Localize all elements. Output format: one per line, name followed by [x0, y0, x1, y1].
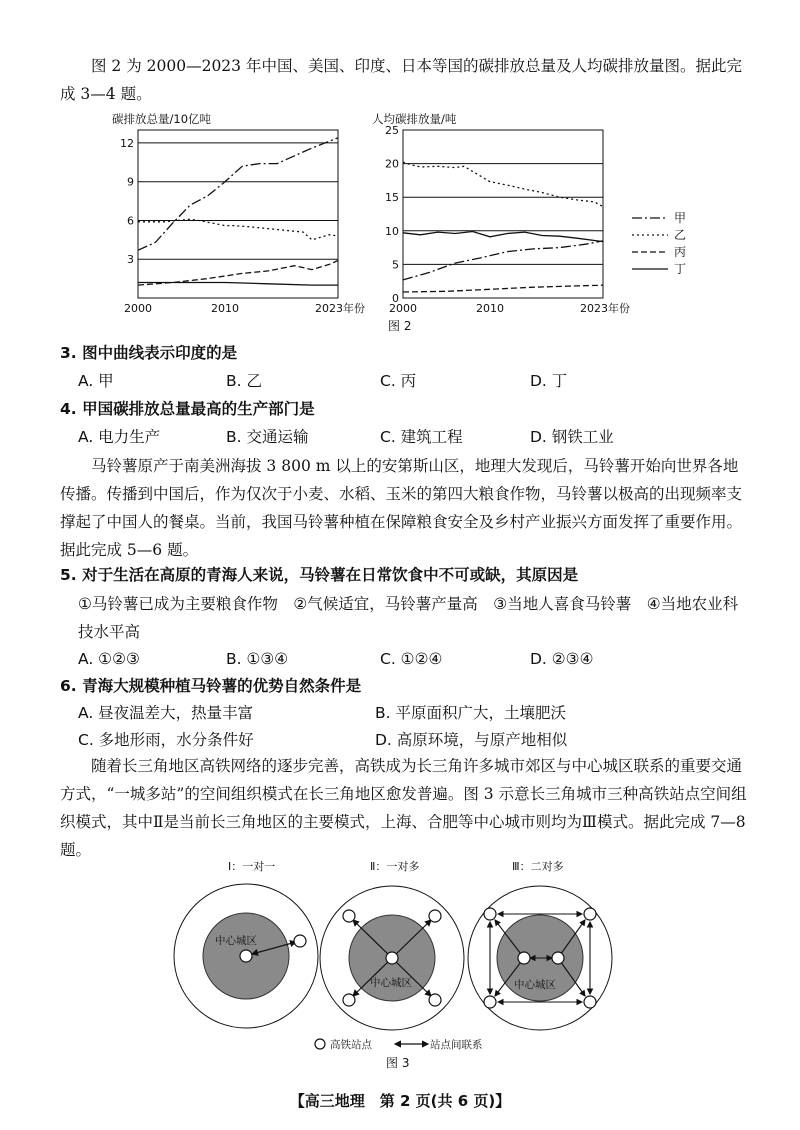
legend-link-label: 站点间联系 — [430, 1039, 483, 1051]
figure-3-caption: 图 3 — [386, 1056, 410, 1070]
chart-total-emissions — [112, 112, 365, 315]
model-2-station-outer — [429, 994, 441, 1006]
model-3-station-outer — [484, 996, 496, 1008]
question-5: 5. 对于生活在高原的青海人来说，马铃薯在日常饮食中不可或缺，其原因是 — [60, 566, 579, 584]
intro-paragraph-2: 马铃薯原产于南美洲海拔 3 800 m 以上的安第斯山区，地理大发现后，马铃薯开始向世界各地传播。传播到中国后，作为仅次于小麦、水稻、玉米的第四大粮食作物，马铃薯以极高的出现频率支撑起了中国人的餐桌。当前，我国马铃薯种植在保障粮食安全及乡村产业振兴方面发挥了重要作用。据此完成 5—6 题。 — [60, 457, 743, 559]
chart-total-series-3 — [138, 261, 338, 286]
model-2-station-outer — [343, 910, 355, 922]
chart-percap-series-1 — [403, 241, 603, 280]
model-3-area-label: 中心城区 — [514, 979, 556, 991]
q3-option-c[interactable]: C. 丙 — [380, 372, 417, 390]
q4-option-b[interactable]: B. 交通运输 — [226, 428, 309, 446]
intro-paragraph-3: 随着长三角地区高铁网络的逐步完善，高铁成为长三角许多城市郊区与中心城区联系的重要交通方式，“一城多站”的空间组织模式在长三角地区愈发普遍。图 3 示意长三角城市三种高铁站点空间组织模式，其中Ⅱ是当前长三角地区的主要模式，上海、合肥等中心城市则均为Ⅲ模式。据此完成 7—8 题。 — [60, 757, 747, 859]
q3-option-b[interactable]: B. 乙 — [226, 372, 262, 390]
chart-percap-frame — [403, 130, 603, 298]
chart-percap-ytick: 25 — [385, 124, 399, 137]
model-3-station-outer — [584, 908, 596, 920]
model-2-station-outer — [343, 994, 355, 1006]
q6-option-c[interactable]: C. 多地形雨，水分条件好 — [78, 731, 254, 749]
intro-paragraph-1: 图 2 为 2000—2023 年中国、美国、印度、日本等国的碳排放总量及人均碳排放量图。据此完成 3—4 题。 — [60, 57, 742, 103]
legend-label-1: 甲 — [674, 211, 687, 225]
model-2-station-center — [386, 952, 398, 964]
model-3-station-center — [518, 952, 530, 964]
chart-per-capita — [372, 112, 630, 315]
chart-total-series-4 — [138, 283, 338, 286]
model-two-to-many — [468, 859, 612, 1030]
chart-percap-xtick: 2010 — [475, 302, 504, 315]
model-1-station-outer — [294, 935, 306, 947]
q6-option-a[interactable]: A. 昼夜温差大，热量丰富 — [78, 704, 254, 722]
q4-option-a[interactable]: A. 电力生产 — [78, 428, 161, 446]
q3-option-a[interactable]: A. 甲 — [78, 372, 114, 390]
model-3-station-outer — [584, 996, 596, 1008]
page-footer: 【高三地理 第 2 页(共 6 页)】 — [289, 1092, 511, 1110]
legend-station-label: 高铁站点 — [330, 1039, 372, 1051]
chart-total-ytick: 9 — [127, 175, 134, 189]
chart-percap-ylabel: 人均碳排放量/吨 — [372, 112, 457, 126]
chart-total-xtick: 2023年份 — [315, 302, 365, 315]
chart-percap-ytick: 10 — [385, 224, 399, 238]
legend-label-3: 丙 — [674, 245, 687, 259]
model-3-station-outer — [484, 908, 496, 920]
model-one-to-one — [174, 859, 318, 1028]
question-4: 4. 甲国碳排放总量最高的生产部门是 — [60, 400, 315, 418]
chart-percap-xtick: 2000 — [389, 302, 417, 315]
chart-total-ytick: 12 — [120, 136, 134, 150]
chart-total-ytick: 6 — [127, 214, 134, 228]
chart-percap-ytick: 20 — [385, 157, 399, 171]
chart-percap-ytick: 0 — [392, 292, 399, 305]
q6-option-b[interactable]: B. 平原面积广大，土壤肥沃 — [375, 704, 566, 722]
figure-3 — [0, 858, 800, 1073]
chart-total-series-2 — [138, 219, 338, 240]
chart-total-ytick: 3 — [127, 253, 134, 267]
model-3-station-center — [552, 952, 564, 964]
question-3: 3. 图中曲线表示印度的是 — [60, 344, 238, 362]
figure-2-caption: 图 2 — [388, 319, 412, 333]
figure-2 — [0, 108, 800, 348]
q4-option-d[interactable]: D. 钢铁工业 — [530, 428, 614, 446]
figure-3-legend — [315, 1038, 483, 1051]
model-2-area-label: 中心城区 — [370, 977, 412, 989]
question-6: 6. 青海大规模种植马铃薯的优势自然条件是 — [60, 677, 362, 695]
q5-option-a[interactable]: A. ①②③ — [78, 650, 140, 668]
q5-statements: ①马铃薯已成为主要粮食作物 ②气候适宜，马铃薯产量高 ③当地人喜食马铃薯 ④当地农业科技水平高 — [78, 595, 739, 641]
chart-total-frame — [138, 130, 338, 298]
chart-total-xtick: 2010 — [210, 302, 239, 315]
chart-percap-series-2 — [403, 162, 603, 206]
chart-percap-ytick: 5 — [392, 258, 399, 272]
chart-percap-xtick: 2023年份 — [580, 302, 630, 315]
model-1-station-center — [240, 950, 252, 962]
legend-label-4: 丁 — [674, 262, 687, 276]
chart-total-ylabel: 碳排放总量/10亿吨 — [112, 112, 212, 126]
model-1-area-label: 中心城区 — [215, 935, 257, 947]
chart-total-xtick: 2000 — [124, 302, 152, 315]
model-2-title: Ⅱ：一对多 — [370, 860, 420, 873]
q5-option-d[interactable]: D. ②③④ — [530, 650, 594, 668]
q5-option-c[interactable]: C. ①②④ — [380, 650, 443, 668]
legend-station-symbol — [315, 1039, 325, 1049]
model-one-to-many — [320, 859, 464, 1030]
chart-total-series-1 — [138, 138, 338, 250]
model-3-title: Ⅲ：二对多 — [512, 860, 564, 873]
model-2-station-outer — [429, 910, 441, 922]
q5-option-b[interactable]: B. ①③④ — [226, 650, 289, 668]
chart-percap-series-3 — [403, 285, 603, 292]
chart-percap-series-4 — [403, 232, 603, 242]
legend-label-2: 乙 — [674, 228, 687, 242]
q3-option-d[interactable]: D. 丁 — [530, 372, 568, 390]
q4-option-c[interactable]: C. 建筑工程 — [380, 428, 463, 446]
chart-legend — [632, 211, 686, 276]
q6-option-d[interactable]: D. 高原环境，与原产地相似 — [375, 731, 568, 749]
model-1-title: Ⅰ：一对一 — [228, 860, 276, 873]
chart-percap-ytick: 15 — [385, 191, 399, 205]
